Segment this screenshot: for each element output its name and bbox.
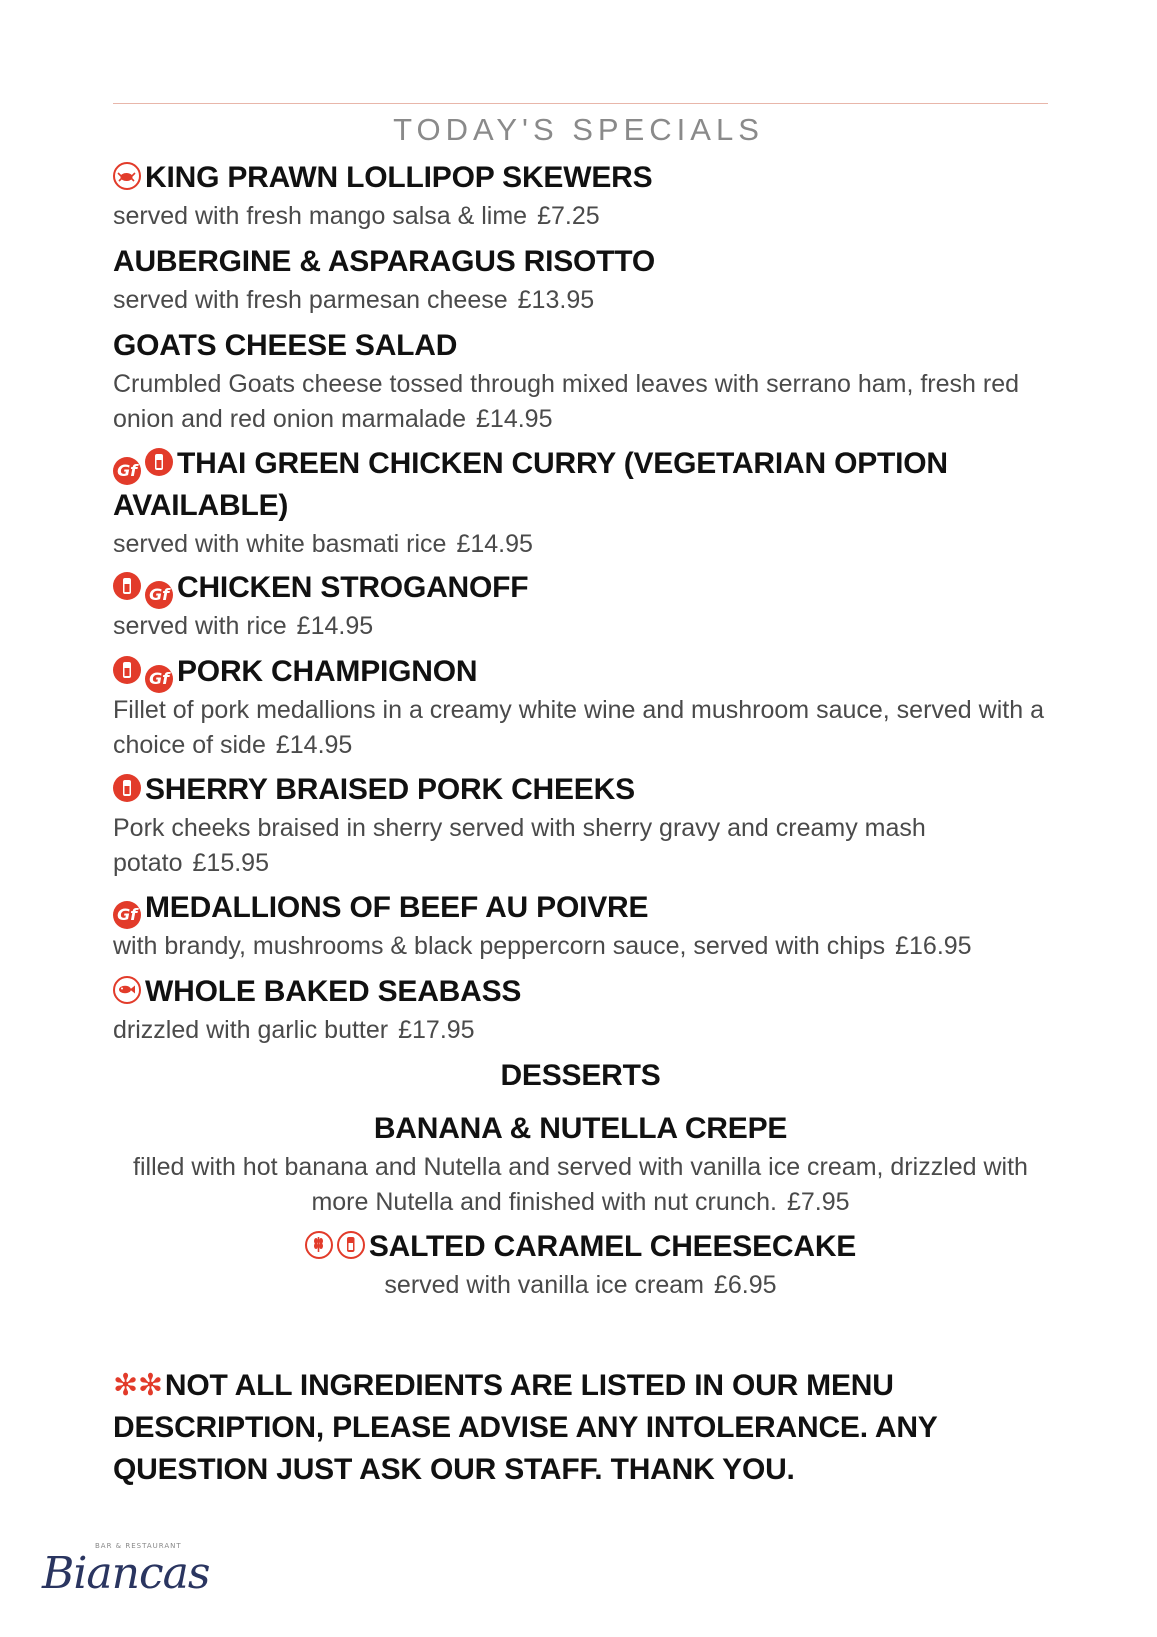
item-price: £7.25 <box>537 202 600 230</box>
item-price: £13.95 <box>517 286 595 314</box>
menu-item <box>113 971 1048 1048</box>
item-description: served with fresh parmesan cheese <box>113 286 508 314</box>
crab-icon <box>113 162 141 190</box>
restaurant-logo: BAR & RESTAURANT Biancas <box>42 1542 210 1599</box>
item-price: £17.95 <box>398 1016 475 1044</box>
item-name: AUBERGINE & ASPARAGUS RISOTTO <box>113 245 656 278</box>
item-name: WHOLE BAKED SEABASS <box>145 975 522 1008</box>
dairy-icon <box>337 1231 365 1259</box>
item-price: £15.95 <box>192 849 269 877</box>
dairy-icon <box>113 656 141 684</box>
gluten-free-icon: Gf <box>145 665 173 693</box>
page-title: TODAY'S SPECIALS <box>393 112 764 147</box>
item-name: SHERRY BRAISED PORK CHEEKS <box>145 773 635 806</box>
desserts-heading: DESSERTS <box>500 1059 661 1092</box>
asterisk-icon: ✻✻ <box>113 1369 163 1402</box>
item-name: PORK CHAMPIGNON <box>177 655 478 688</box>
item-price: £14.95 <box>476 405 553 433</box>
item-name: GOATS CHEESE SALAD <box>113 329 458 362</box>
menu-item <box>113 325 1048 437</box>
dairy-icon <box>113 572 141 600</box>
item-description: served with white basmati rice <box>113 530 447 558</box>
gluten-free-icon: Gf <box>113 457 141 485</box>
dairy-icon <box>145 448 173 476</box>
menu-item <box>113 887 1048 964</box>
item-price: £6.95 <box>714 1271 777 1299</box>
dessert-item <box>113 1226 1048 1303</box>
item-price: £16.95 <box>895 932 972 960</box>
item-price: £14.95 <box>456 530 533 558</box>
gluten-icon <box>305 1231 333 1259</box>
item-name: KING PRAWN LOLLIPOP SKEWERS <box>145 161 653 194</box>
item-name: THAI GREEN CHICKEN CURRY (VEGETARIAN OPTION AVAILABLE) <box>113 447 948 522</box>
item-price: £14.95 <box>275 731 353 759</box>
menu-item <box>113 443 1048 562</box>
item-name: BANANA & NUTELLA CREPE <box>373 1112 788 1145</box>
item-description: Pork cheeks braised in sherry served with sherry gravy and creamy mash potato <box>113 814 926 877</box>
item-description: Crumbled Goats cheese tossed through mixed leaves with serrano ham, fresh red onion and red onion marmalade <box>113 370 1020 433</box>
menu-item <box>113 567 1048 644</box>
item-name: SALTED CARAMEL CHEESECAKE <box>368 1230 857 1263</box>
allergy-note: ✻✻NOT ALL INGREDIENTS ARE LISTED IN OUR MENU DESCRIPTION, PLEASE ADVISE ANY INTOLERANCE. ANY QUESTION JUST ASK OUR STAFF. THANK YOU. <box>113 1369 938 1486</box>
gluten-free-icon: Gf <box>113 901 141 929</box>
menu-item <box>113 769 1048 881</box>
gluten-free-icon: Gf <box>145 581 173 609</box>
fish-icon <box>113 976 141 1004</box>
item-price: £14.95 <box>296 612 374 640</box>
dessert-item <box>113 1108 1048 1220</box>
menu-item <box>113 157 1048 234</box>
dairy-icon <box>113 774 141 802</box>
item-description: drizzled with garlic butter <box>113 1016 389 1044</box>
item-name: MEDALLIONS OF BEEF AU POIVRE <box>145 891 649 924</box>
item-description: served with fresh mango salsa & lime <box>113 202 528 230</box>
item-description: with brandy, mushrooms & black peppercorn sauce, served with chips <box>113 932 886 960</box>
menu-item <box>113 651 1048 763</box>
menu-item <box>113 241 1048 318</box>
item-price: £7.95 <box>786 1188 850 1216</box>
item-description: served with rice <box>113 612 287 640</box>
top-divider <box>113 103 1048 104</box>
item-name: CHICKEN STROGANOFF <box>177 571 529 604</box>
item-description: Fillet of pork medallions in a creamy white wine and mushroom sauce, served with a choice of side <box>113 696 1044 759</box>
item-description: filled with hot banana and Nutella and served with vanilla ice cream, drizzled with more Nutella and finished with nut crunch. <box>133 1153 1028 1216</box>
item-description: served with vanilla ice cream <box>384 1271 704 1299</box>
